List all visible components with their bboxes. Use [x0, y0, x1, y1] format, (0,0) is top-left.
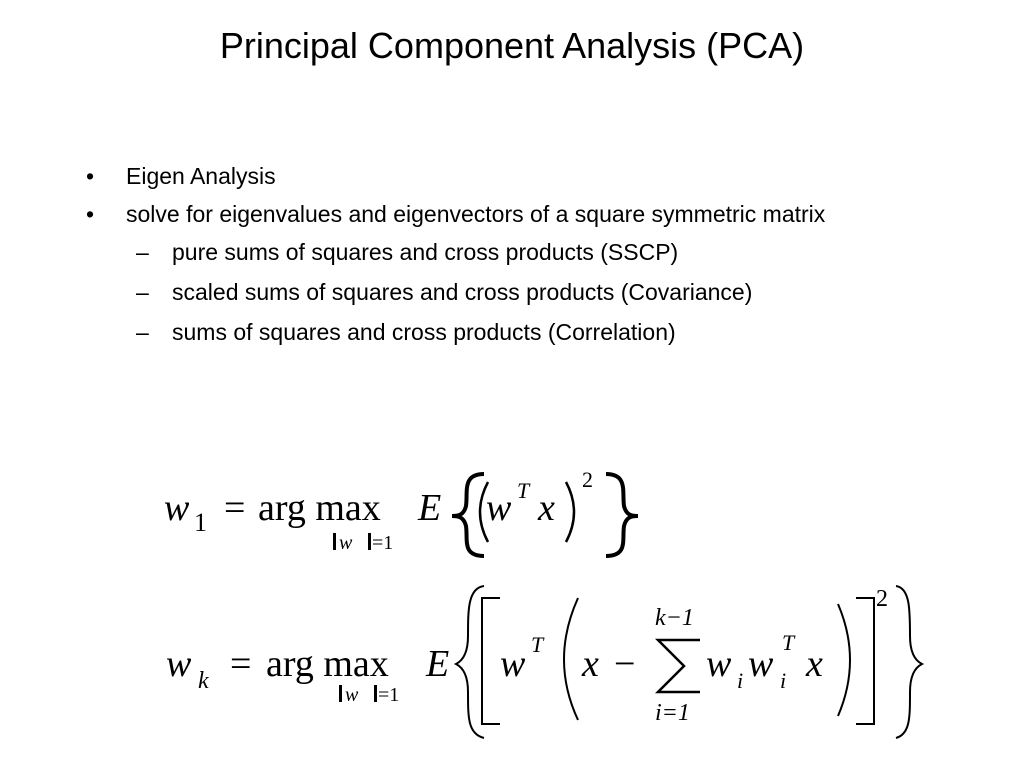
eq2-lhs-subscript: k — [198, 668, 209, 694]
eq2-wiT-subscript: i — [780, 668, 787, 693]
sub-bullet-marker: – — [136, 239, 149, 265]
eq2-left-brace — [456, 586, 484, 738]
eq2-left-bracket — [482, 598, 500, 724]
sub-bullet-text: sums of squares and cross products (Correlation) — [172, 319, 676, 345]
slide-title: Principal Component Analysis (PCA) — [219, 25, 805, 66]
eq2-x: x — [582, 643, 599, 685]
sub-bullet-marker: – — [136, 279, 149, 305]
eq2-lhs-var: w — [166, 643, 192, 685]
equation-first-component — [164, 467, 638, 556]
eq1-norm-bar-left — [333, 533, 336, 550]
eq1-x: x — [538, 487, 555, 529]
eq2-sum-lower-limit: i=1 — [655, 700, 690, 726]
eq2-wi-subscript: i — [737, 668, 744, 693]
eq1-equals: = — [224, 487, 246, 529]
eq1-transpose: T — [517, 478, 530, 503]
eq2-constraint-rhs: =1 — [378, 684, 400, 706]
eq2-wi: w — [706, 643, 732, 685]
eq1-expectation: E — [418, 487, 442, 529]
eq2-expectation: E — [426, 643, 450, 685]
eq2-argmax: arg max — [266, 643, 389, 685]
equation-kth-component — [166, 586, 922, 738]
bullet-text: Eigen Analysis — [126, 163, 276, 189]
eq2-left-paren — [564, 598, 578, 720]
eq2-right-bracket — [856, 598, 874, 724]
eq2-right-paren — [838, 604, 850, 716]
sub-bullet-marker: – — [136, 319, 149, 345]
eq2-power: 2 — [876, 586, 888, 612]
eq2-sum-upper-limit: k−1 — [655, 605, 694, 631]
eq2-transpose: T — [531, 632, 544, 657]
sub-bullet-text: pure sums of squares and cross products (SSCP) — [172, 239, 679, 265]
eq1-constraint-var: w — [339, 532, 353, 554]
eq2-minus: − — [614, 643, 636, 685]
eq1-norm-constraint — [333, 532, 393, 554]
bullet-marker: • — [86, 201, 95, 227]
eq1-right-paren — [566, 482, 574, 542]
eq2-norm-constraint — [339, 684, 399, 706]
eq1-norm-bar-right — [368, 533, 371, 550]
eq2-wiT: w — [748, 643, 774, 685]
eq1-lhs-subscript: 1 — [194, 508, 207, 537]
eq2-summation-sign — [658, 640, 700, 692]
eq1-argmax: arg max — [258, 487, 381, 529]
eq2-norm-bar-left — [339, 685, 342, 702]
sub-bullet-text: scaled sums of squares and cross products (Covariance) — [172, 279, 753, 305]
eq1-lhs-var: w — [164, 487, 190, 529]
eq2-wiT-superscript: T — [782, 630, 795, 655]
eq1-power: 2 — [582, 467, 593, 492]
eq1-right-brace — [606, 474, 638, 556]
eq2-constraint-var: w — [345, 684, 359, 706]
eq2-equals: = — [230, 643, 252, 685]
eq2-x-inner: x — [806, 643, 823, 685]
bullet-marker: • — [86, 163, 95, 189]
eq1-constraint-rhs: =1 — [372, 532, 394, 554]
eq2-right-brace — [896, 586, 922, 738]
eq2-w: w — [500, 643, 526, 685]
eq2-norm-bar-right — [374, 685, 377, 702]
bullet-text: solve for eigenvalues and eigenvectors of a square symmetric matrix — [126, 201, 826, 227]
eq1-w: w — [486, 487, 512, 529]
